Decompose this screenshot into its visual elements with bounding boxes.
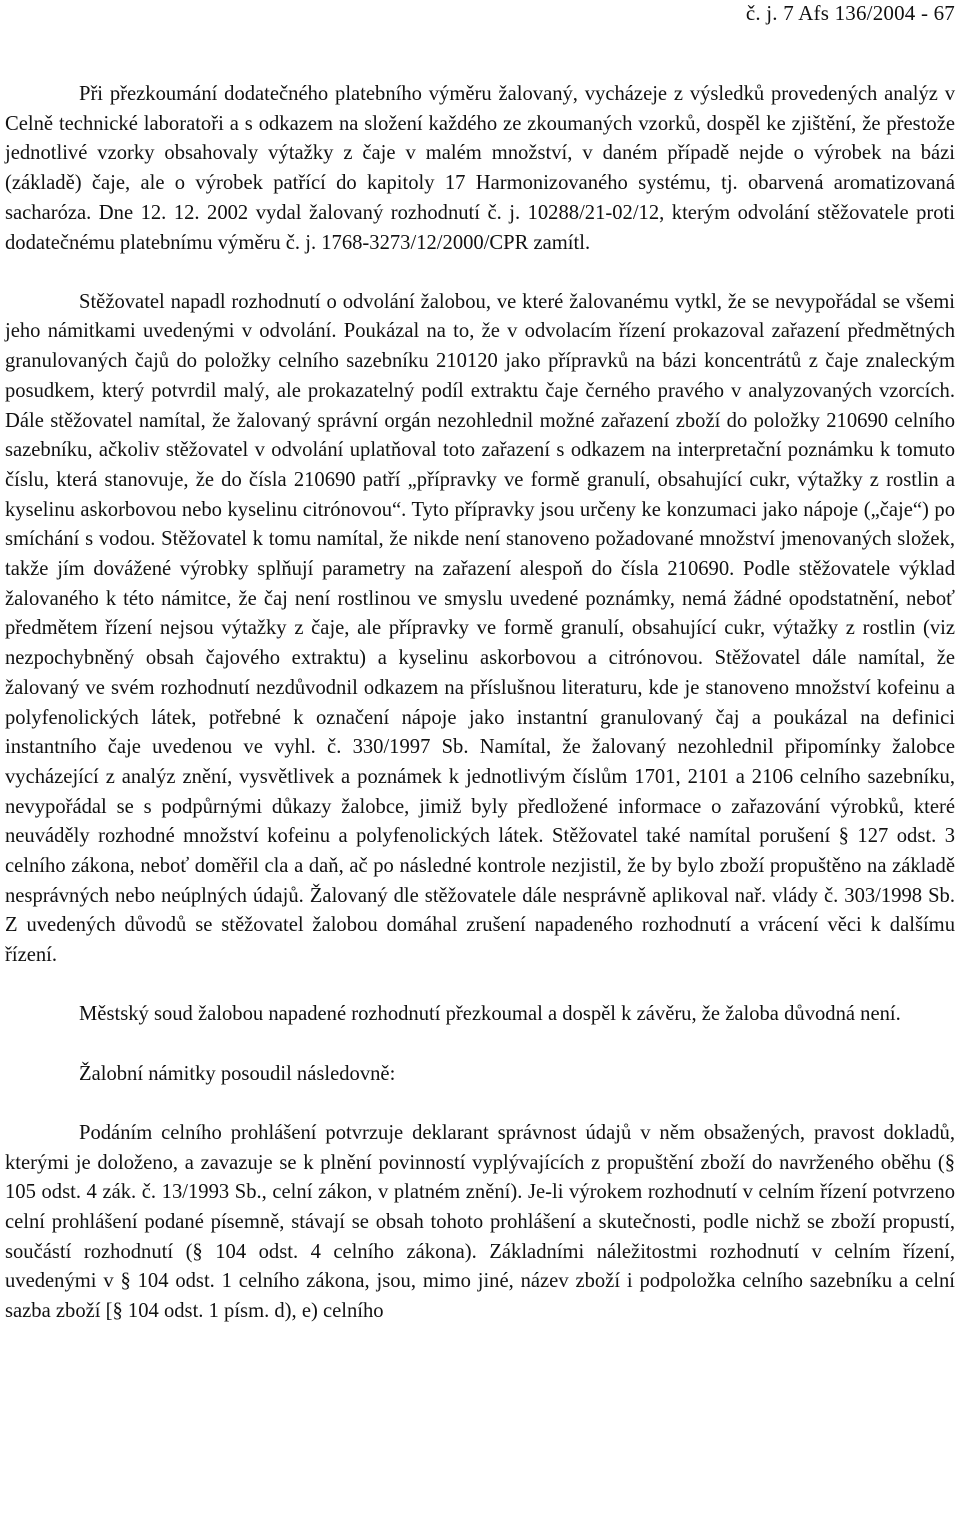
paragraph-customs-declaration: Podáním celního prohlášení potvrzuje deklarant správnost údajů v něm obsažených, pravost dokladů, kterými je doloženo, a zavazuje se k plnění povinností vyplývajících z propuštění zboží do navrženého oběhu (§ 105 odst. 4 zák. č. 13/1993 Sb., celní zákon, v platném znění). Je-li výrokem rozhodnutí v celním řízení potvrzeno celní prohlášení podané písemně, stávají se obsah tohoto prohlášení a skutečnosti, podle nichž se zboží propustí, součástí rozhodnutí (§ 104 odst. 4 celního zákona). Základními náležitostmi rozhodnutí v celním řízení, uvedenými v § 104 odst. 1 celního zákona, jsou, mimo jiné, název zboží i podpoložka celního sazebníku a celní sazba zboží [§ 104 odst. 1 písm. d), e) celního [5,1121,955,1323]
paragraph-objections-intro: Žalobní námitky posoudil následovně: [79,1062,396,1085]
paragraph-court-conclusion: Městský soud žalobou napadené rozhodnutí přezkoumal a dospěl k závěru, že žaloba důvodná není. [79,1003,901,1026]
case-number: č. j. 7 Afs 136/2004 - 67 [745,1,955,25]
document-body [5,80,955,1327]
paragraph-appeal-arguments: Stěžovatel napadl rozhodnutí o odvolání žalobou, ve které žalovanému vytkl, že se nevypořádal se všemi jeho námitkami uvedenými v odvolání. Poukázal na to, že v odvolacím řízení prokazoval zařazení předmětných granulovaných čajů do položky celního sazebníku 210120 jako přípravků na bázi koncentrátů z čaje znaleckým posudkem, který potvrdil malý, ale prokazatelný podíl extraktu čaje černého pravého v analyzovaných vzorcích. Dále stěžovatel namítal, že žalovaný správní orgán nezohlednil možné zařazení zboží do položky 210690 celního sazebníku, ačkoliv stěžovatel v odvolání uplatňoval toto zařazení s odkazem na interpretační poznámku k tomuto číslu, která stanovuje, že do čísla 210690 patří „přípravky ve formě granulí, obsahující cukr, výtažky z rostlin a kyselinu askorbovou nebo kyselinu citrónovou“. Tyto přípravky jsou určeny ke konzumaci jako nápoje („čaje“) po smíchání s vodou. Stěžovatel k tomu namítal, že nikde není stanoveno požadované množství jmenovaných složek, takže jím dovážené výrobky splňují parametry na zařazení alespoň do čísla 210690. Podle stěžovatele výklad žalovaného k této námitce, že čaj není rostlinou ve smyslu uvedené poznámky, nemá žádné opodstatnění, neboť předmětem řízení nejsou výtažky z čaje, ale přípravky ve formě granulí, obsahující cukr, výtažky z rostlin (viz nezpochybněný obsah čajového extraktu) a kyselinu askorbovou a citrónovou. Stěžovatel dále namítal, že žalovaný ve svém rozhodnutí nezdůvodnil odkazem na příslušnou literaturu, kde je stanoveno množství kofeinu a polyfenolických látek, potřebné k označení nápoje jako instantní granulovaný čaj a poukázal na definici instantního čaje uvedenou ve vyhl. č. 330/1997 Sb. Namítal, že žalovaný nezohlednil připomínky žalobce vycházející z analýz znění, vysvětlivek a poznámek k jednotlivým číslům 1701, 2101 a 2106 celního sazebníku, nevypořádal se s podpůrnými důkazy žalobce, jimiž byly předložené informace o zařazování výrobků, které neuváděly rozhodné množství kofeinu a polyfenolických látek. Stěžovatel také namítal porušení § 127 odst. 3 celního zákona, neboť doměřil cla a daň, ač po následné kontrole nezjistil, že by bylo zboží propuštěno na základě nesprávných nebo neúplných údajů. Žalovaný dle stěžovatele dále nesprávně aplikoval nař. vlády č. 303/1998 Sb. Z uvedených důvodů se stěžovatel žalobou domáhal zrušení napadeného rozhodnutí a vrácení věci k dalšímu řízení. [5,290,955,967]
paragraph-inspection-findings: Při přezkoumání dodatečného platebního výměru žalovaný, vycházeje z výsledků provedených analýz v Celně technické laboratoři a s odkazem na složení každého ze zkoumaných vzorků, dospěl ke zjištění, že přestože jednotlivé vzorky obsahovaly výtažky z čaje v malém množství, v daném případě nejde o výrobek na bázi (základě) čaje, ale o výrobek patřící do kapitoly 17 Harmonizovaného systému, tj. obarvená aromatizovaná sacharóza. Dne 12. 12. 2002 vydal žalovaný rozhodnutí č. j. 10288/21-02/12, kterým odvolání stěžovatele proti dodatečnému platebnímu výměru č. j. 1768-3273/12/2000/CPR zamítl. [5,83,955,254]
